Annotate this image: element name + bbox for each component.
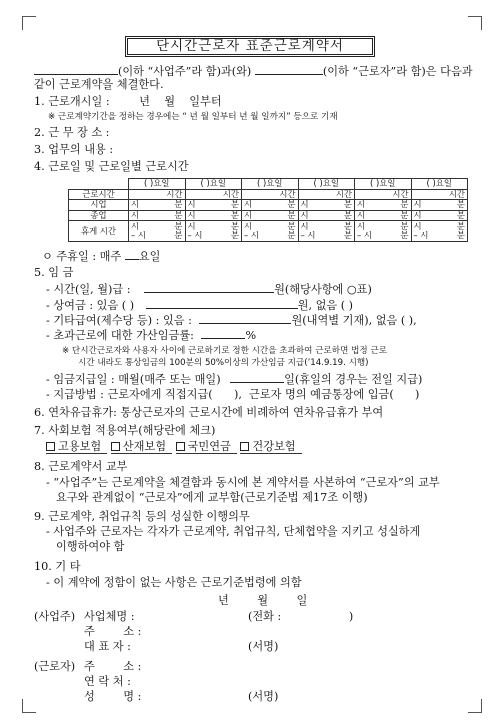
allowance-line — [46, 313, 417, 328]
time-cell[interactable]: 시 분 — [242, 200, 299, 211]
wage-tail: 원(해당사항에 ○표) — [274, 283, 372, 296]
day-header[interactable]: ( )요일 — [242, 179, 299, 190]
corner-mark — [468, 16, 482, 30]
employer-blank[interactable] — [34, 64, 118, 75]
row-label: 시업 — [69, 200, 129, 211]
bonus-label: - 상여금 : 있음 ( ) — [46, 299, 135, 312]
time-cell[interactable]: 시 분 — [242, 210, 299, 221]
worker-contact-label: 연 락 처 : — [84, 675, 131, 688]
time-cell[interactable]: 시 분 — [298, 210, 355, 221]
time-cell[interactable]: 시 분 — [355, 210, 412, 221]
checkbox-icon[interactable] — [176, 442, 185, 451]
wage-section-label: 5. 임 금 — [34, 266, 74, 279]
time-cell[interactable]: 시 분 — [185, 200, 242, 211]
intro-line-2: 같이 근로계약을 체결한다. — [34, 78, 164, 91]
start-date-line — [34, 95, 222, 109]
annual-leave-line: 6. 연차유급휴가: 통상근로자의 근로시간에 비례하여 연차유급휴가 부여 — [34, 406, 384, 419]
checkbox-icon[interactable] — [111, 442, 120, 451]
day-header[interactable]: ( )요일 — [411, 179, 468, 190]
insurance-label: 7. 사회보험 적용여부(해당란에 체크) — [34, 424, 216, 437]
break-cell[interactable]: 시 분 – 시 분 — [298, 221, 355, 242]
weekly-holiday-blank[interactable] — [125, 249, 139, 260]
row-label: 휴게 시간 — [69, 221, 129, 242]
table-row — [69, 221, 468, 242]
insurance-option[interactable]: 산재보험 — [111, 440, 172, 454]
overtime-line — [46, 328, 256, 343]
start-date-value: 년 월 일부터 — [139, 95, 222, 108]
time-cell[interactable]: 시 분 — [129, 200, 186, 211]
hours-cell[interactable]: 시간 — [298, 189, 355, 200]
workplace-label: 2. 근 무 장 소 : — [34, 126, 110, 139]
duty-label: 9. 근로계약, 취업규칙 등의 성실한 이행의무 — [34, 510, 250, 523]
payday-label: - 임금지급일 : 매월(매주 또는 매일) — [46, 373, 221, 386]
signing-date: 년 월 일 — [218, 594, 308, 607]
insurance-options — [46, 440, 302, 454]
overtime-unit: % — [245, 329, 257, 342]
bonus-blank[interactable] — [146, 298, 298, 309]
wage-label: - 시간(일, 월)급 : — [46, 283, 131, 296]
break-cell[interactable]: 시 분 – 시 분 — [355, 221, 412, 242]
insurance-option[interactable]: 건강보험 — [240, 440, 301, 454]
intro-line — [34, 64, 473, 79]
wage-line — [46, 282, 372, 297]
payday-line — [46, 372, 422, 387]
checkbox-icon[interactable] — [240, 442, 249, 451]
contract-delivery-text-2: 요구와 관계없이 “근로자”에게 교부함(근로기준법 제17조 이행) — [56, 491, 368, 504]
worker-blank[interactable] — [255, 64, 323, 75]
time-cell[interactable]: 시 분 — [411, 200, 468, 211]
table-row — [69, 210, 468, 221]
contract-delivery-label: 8. 근로계약서 교부 — [34, 460, 128, 473]
worker-name-label: 성 명 : — [84, 690, 142, 703]
payday-blank[interactable] — [230, 372, 284, 383]
hours-cell[interactable]: 시간 — [355, 189, 412, 200]
employer-rep-label: 대 표 자 : — [84, 640, 131, 653]
start-date-note: ※ 근로계약기간을 정하는 경우에는 “ 년 월 일부터 년 월 일까지” 등으로 기재 — [48, 112, 338, 122]
allowance-blank[interactable] — [199, 313, 291, 324]
overtime-label: - 초과근로에 대한 가산임금률: — [46, 329, 194, 342]
insurance-option[interactable]: 고용보험 — [46, 440, 107, 454]
wage-blank[interactable] — [144, 282, 274, 293]
day-header[interactable]: ( )요일 — [185, 179, 242, 190]
employer-role: (사업주) — [34, 610, 76, 623]
break-cell[interactable]: 시 분 – 시 분 — [411, 221, 468, 242]
table-row — [69, 189, 468, 200]
time-cell[interactable]: 시 분 — [129, 210, 186, 221]
start-date-label: 1. 근로개시일 : — [34, 95, 110, 108]
job-description-label: 3. 업무의 내용 : — [34, 143, 114, 156]
hours-cell[interactable]: 시간 — [411, 189, 468, 200]
corner-mark — [468, 699, 482, 713]
employer-phone-label: (전화 : ) — [248, 610, 354, 623]
weekly-holiday-suffix: 요일 — [138, 250, 161, 263]
employer-sign[interactable]: (서명) — [248, 640, 279, 653]
break-cell[interactable]: 시 분 – 시 분 — [242, 221, 299, 242]
hours-cell[interactable]: 시간 — [129, 189, 186, 200]
time-cell[interactable]: 시 분 — [185, 210, 242, 221]
hours-cell[interactable]: 시간 — [242, 189, 299, 200]
employer-name-label: 사업체명 : — [84, 610, 135, 623]
allowance-label: - 기타급여(제수당 등) : 있음 : — [46, 314, 192, 327]
overtime-blank[interactable] — [201, 328, 245, 339]
document-title: 단시간근로자 표준근로계약서 — [125, 36, 375, 57]
overtime-note-2: 시간 내라도 통상임금의 100분의 50%이상의 가산임금 지급(’14.9.19. 시행) — [78, 358, 369, 368]
worker-address-label: 주 소 : — [84, 660, 142, 673]
overtime-note-1: ※ 단시간근로자와 사용자 사이에 근로하기로 정한 시간을 초과하여 근로하면 법정 근로 — [62, 346, 388, 356]
row-label: 근로시간 — [69, 189, 129, 200]
employer-address-label: 주 소 : — [84, 625, 142, 638]
duty-text-1: - 사업주와 근로자는 각자가 근로계약, 취업규칙, 단체협약을 지키고 성실하게 — [46, 525, 421, 538]
duty-text-2: 이행하여야 함 — [56, 540, 125, 553]
intro-text-1: (이하 “사업주”라 함)과(와) — [118, 65, 252, 78]
table-row — [69, 179, 468, 190]
contract-delivery-text-1: - “사업주”는 근로계약을 체결함과 동시에 본 계약서를 사본하여 “근로자”의 교부 — [46, 476, 440, 489]
workdays-label: 4. 근로일 및 근로일별 근로시간 — [34, 160, 189, 173]
weekly-holiday-line — [42, 249, 160, 264]
time-cell[interactable]: 시 분 — [411, 210, 468, 221]
payday-tail: 일(휴일의 경우는 전일 지급) — [284, 373, 423, 386]
hours-cell[interactable]: 시간 — [185, 189, 242, 200]
other-text: - 이 계약에 정함이 없는 사항은 근로기준법령에 의함 — [46, 576, 302, 589]
time-cell[interactable]: 시 분 — [355, 200, 412, 211]
checkbox-icon[interactable] — [46, 442, 55, 451]
day-header[interactable]: ( )요일 — [355, 179, 412, 190]
allowance-tail: 원(내역별 기재), 없음 ( ), — [291, 314, 417, 327]
worker-role: (근로자) — [34, 660, 76, 673]
worker-sign[interactable]: (서명) — [248, 690, 279, 703]
time-cell[interactable]: 시 분 — [298, 200, 355, 211]
day-header[interactable]: ( )요일 — [129, 179, 186, 190]
table-row — [69, 200, 468, 211]
work-hours-table — [68, 178, 468, 242]
bonus-line — [46, 298, 353, 313]
corner-mark — [22, 699, 36, 713]
payment-method-line: - 지급방법 : 근로자에게 직접지급( ), 근로자 명의 예금통장에 입금( ) — [46, 388, 420, 401]
weekly-holiday-label: ㅇ 주휴일 : 매주 — [42, 250, 125, 263]
corner-mark — [22, 16, 36, 30]
row-label: 종업 — [69, 210, 129, 221]
intro-text-2: (이하 “근로자”라 함)은 다음과 — [322, 65, 473, 78]
break-cell[interactable]: 시 분 – 시 분 — [185, 221, 242, 242]
other-label: 10. 기 타 — [34, 560, 81, 573]
day-header[interactable]: ( )요일 — [298, 179, 355, 190]
insurance-option[interactable]: 국민연금 — [176, 440, 237, 454]
break-cell[interactable]: 시 분 – 시 분 — [129, 221, 186, 242]
bonus-tail: 원, 없음 ( ) — [297, 299, 354, 312]
